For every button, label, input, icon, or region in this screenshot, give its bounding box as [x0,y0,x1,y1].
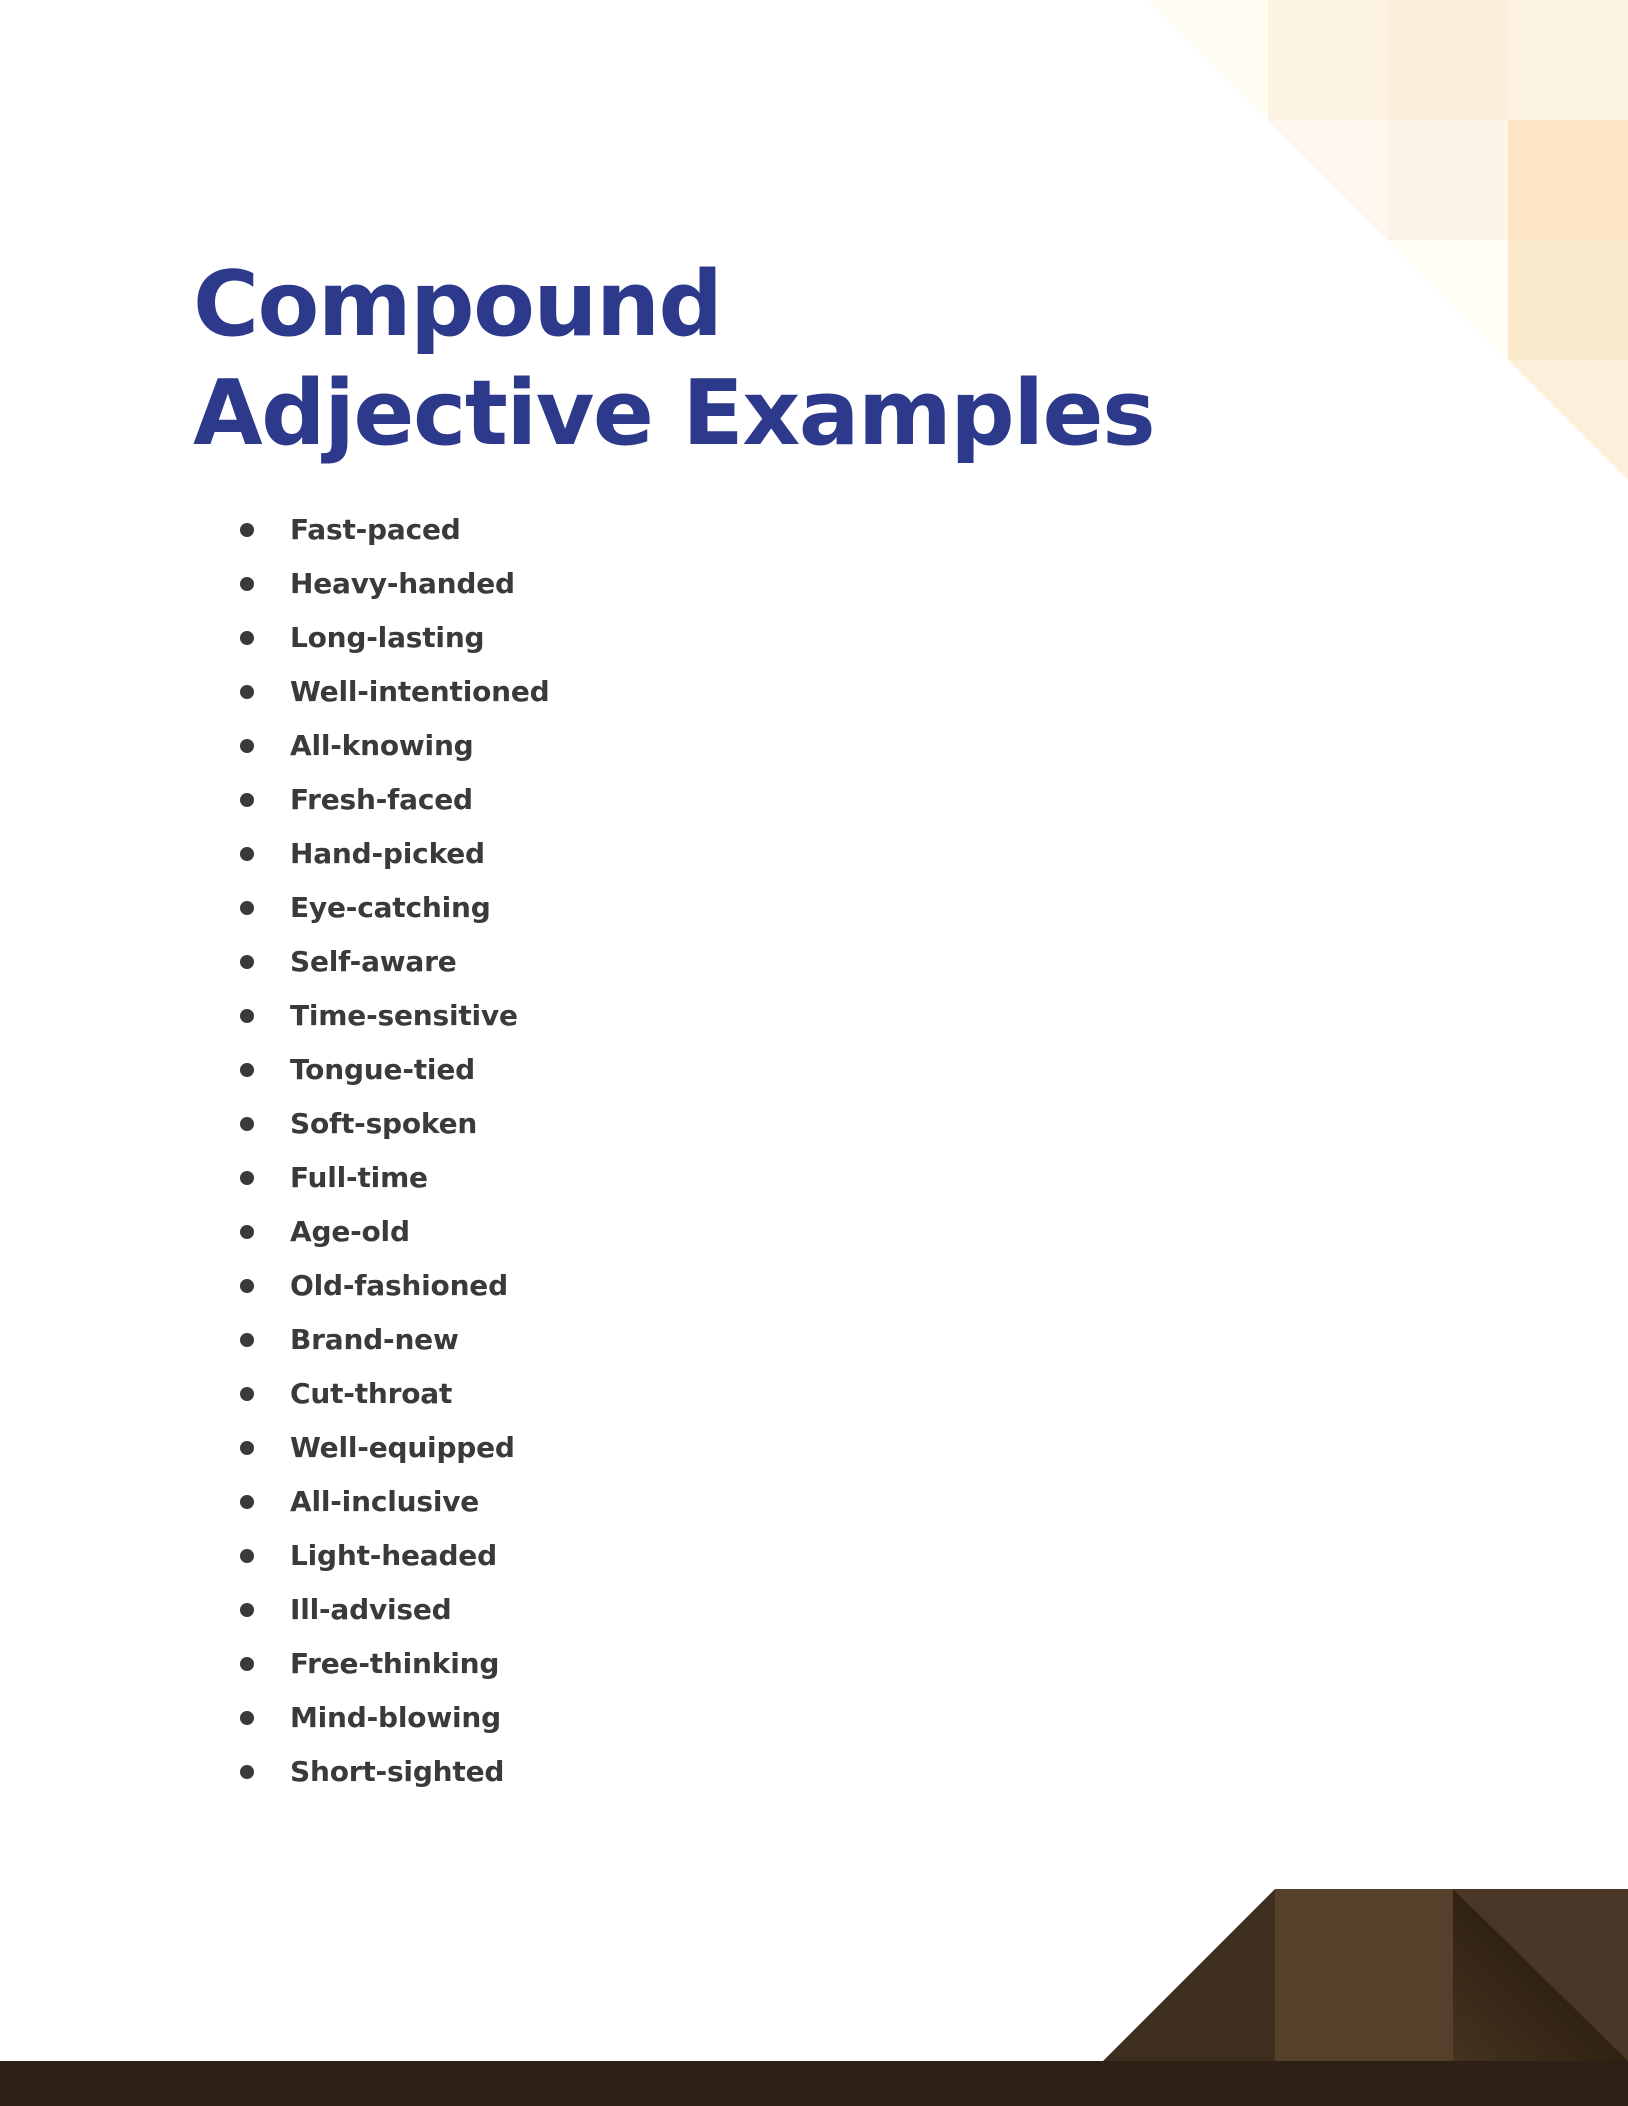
list-item [240,1421,550,1475]
bullet-icon [240,793,254,807]
page-title [193,250,1154,468]
list-item-label: Cut-throat [290,1377,453,1410]
corner-grid-cell [1148,120,1268,240]
list-item [240,827,550,881]
bullet-icon [240,1549,254,1563]
adjective-list [240,503,550,1799]
corner-grid-cell [1148,240,1268,360]
bullet-icon [240,1171,254,1185]
list-item-label: Light-headed [290,1539,497,1572]
bullet-icon [240,1603,254,1617]
bullet-icon [240,1279,254,1293]
corner-grid-cell [1508,0,1628,120]
list-item [240,1367,550,1421]
corner-grid-cell [1508,240,1628,360]
list-item-label: Full-time [290,1161,428,1194]
bullet-icon [240,1711,254,1725]
bullet-icon [240,1387,254,1401]
corner-grid-cell [1388,360,1508,480]
list-item-label: Soft-spoken [290,1107,478,1140]
corner-grid-cell [1508,120,1628,240]
list-item-label: Fresh-faced [290,783,473,816]
list-item [240,1691,550,1745]
list-item-label: Fast-paced [290,513,461,546]
bullet-icon [240,1063,254,1077]
corner-grid-cell [1268,360,1388,480]
list-item-label: Tongue-tied [290,1053,475,1086]
list-item-label: All-inclusive [290,1485,480,1518]
bullet-icon [240,685,254,699]
list-item [240,1097,550,1151]
bullet-icon [240,1765,254,1779]
bullet-icon [240,1657,254,1671]
list-item [240,773,550,827]
bullet-icon [240,901,254,915]
list-item-label: Time-sensitive [290,999,518,1032]
list-item-label: Eye-catching [290,891,491,924]
bullet-icon [240,1441,254,1455]
bullet-icon [240,1333,254,1347]
list-item [240,1043,550,1097]
page-title-line2: Adjective Examples [193,361,1155,466]
corner-decoration-bottom-rect-right [1453,1889,1628,2061]
list-item [240,1205,550,1259]
list-item-label: All-knowing [290,729,474,762]
list-item-label: Ill-advised [290,1593,452,1626]
bullet-icon [240,1225,254,1239]
corner-decoration-bottom-rect-left [1275,1889,1453,2061]
list-item [240,1745,550,1799]
list-item [240,1259,550,1313]
corner-grid-cell [1388,120,1508,240]
list-item-label: Old-fashioned [290,1269,508,1302]
corner-decoration-bottom-triangle [1103,1889,1275,2061]
list-item-label: Mind-blowing [290,1701,501,1734]
corner-grid-cell [1388,0,1508,120]
list-item [240,935,550,989]
corner-grid-cell [1148,0,1268,120]
list-item-label: Short-sighted [290,1755,505,1788]
list-item-label: Age-old [290,1215,410,1248]
list-item [240,1151,550,1205]
list-item-label: Free-thinking [290,1647,500,1680]
list-item-label: Well-intentioned [290,675,550,708]
list-item-label: Long-lasting [290,621,485,654]
list-item-label: Hand-picked [290,837,485,870]
corner-grid-cell [1268,120,1388,240]
bullet-icon [240,577,254,591]
list-item [240,719,550,773]
bullet-icon [240,1009,254,1023]
list-item [240,1583,550,1637]
bullet-icon [240,1117,254,1131]
list-item [240,1475,550,1529]
list-item [240,989,550,1043]
list-item [240,503,550,557]
corner-grid-cell [1148,360,1268,480]
corner-grid-cell [1508,360,1628,480]
list-item-label: Heavy-handed [290,567,515,600]
bullet-icon [240,1495,254,1509]
corner-grid-cell [1268,240,1388,360]
bullet-icon [240,631,254,645]
corner-decoration-top-right [1148,0,1628,480]
bullet-icon [240,739,254,753]
list-item [240,1529,550,1583]
bullet-icon [240,955,254,969]
bullet-icon [240,847,254,861]
page-title-line1: Compound [193,252,722,357]
list-item-label: Well-equipped [290,1431,515,1464]
list-item [240,1637,550,1691]
list-item [240,665,550,719]
list-item [240,611,550,665]
corner-grid-cell [1268,0,1388,120]
corner-grid-cell [1388,240,1508,360]
list-item [240,881,550,935]
list-item [240,557,550,611]
list-item-label: Self-aware [290,945,457,978]
list-item [240,1313,550,1367]
list-item-label: Brand-new [290,1323,459,1356]
bottom-bar [0,2061,1628,2106]
bullet-icon [240,523,254,537]
